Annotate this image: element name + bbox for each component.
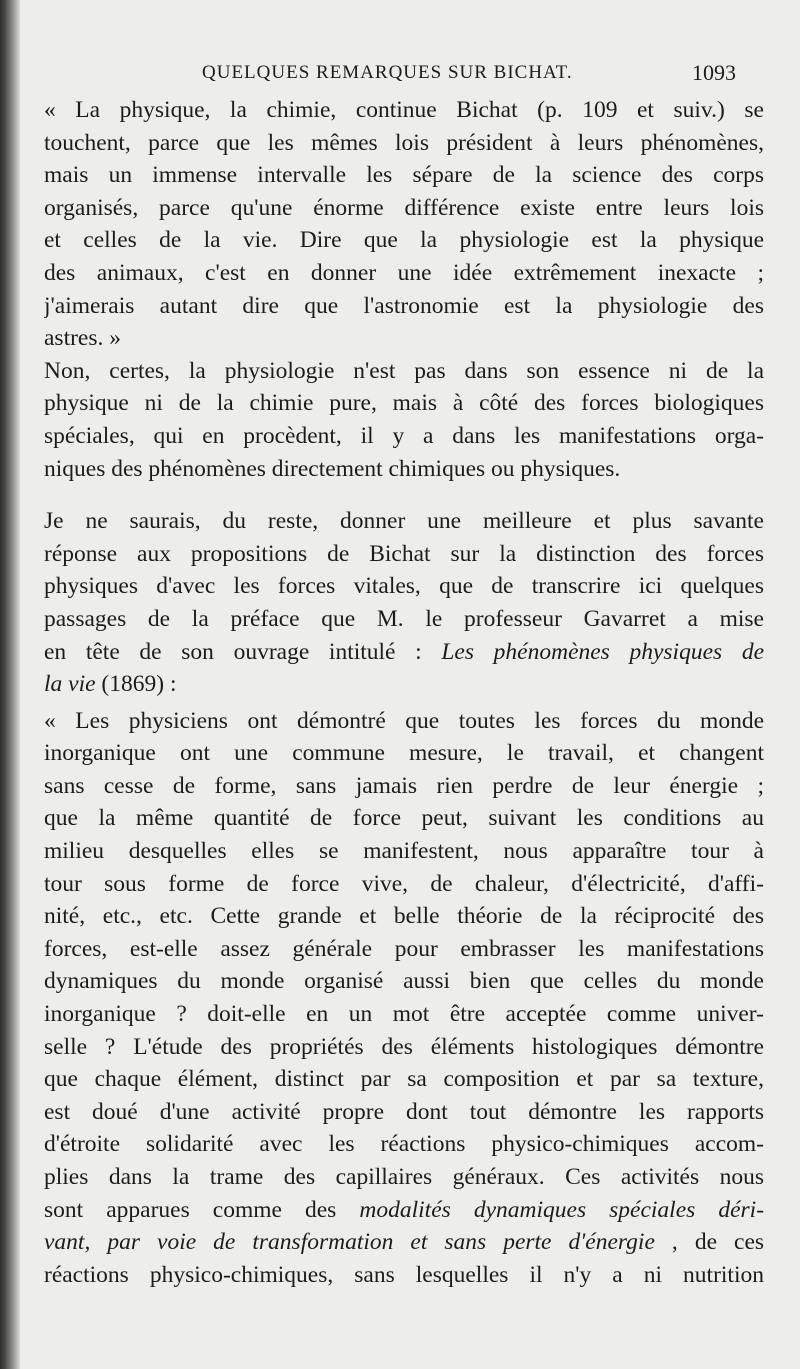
- text-line: forces, est-elle assez générale pour embrasser les manifestations: [44, 935, 764, 962]
- text-line: et celles de la vie. Dire que la physiologie est la physique: [44, 227, 764, 254]
- paragraph-gavarret-intro: [44, 505, 764, 701]
- text-line: nité, etc., etc. Cette grande et belle théorie de la réciprocité des: [44, 903, 764, 930]
- text-line: que la même quantité de force peut, suivant les conditions au: [44, 805, 764, 832]
- text-line: [44, 1226, 764, 1259]
- paragraph-physiology: [44, 355, 764, 485]
- text-line: milieu desquelles elles se manifestent, nous apparaître tour à: [44, 838, 764, 865]
- text-line: inorganique ont une commune mesure, le travail, et changent: [44, 740, 764, 767]
- page-number: 1093: [692, 60, 736, 85]
- text-line: d'étroite solidarité avec les réactions physico-chimiques accom-: [44, 1131, 764, 1158]
- paragraph-bichat-quote: [44, 94, 764, 355]
- text-line: selle ? L'étude des propriétés des éléments histologiques démontre: [44, 1033, 764, 1060]
- text-line: tour sous forme de force vive, de chaleur, d'électricité, d'affi-: [44, 870, 764, 897]
- text-line: des animaux, c'est en donner une idée extrêmement inexacte ;: [44, 259, 764, 286]
- running-title: QUELQUES REMARQUES SUR BICHAT.: [202, 62, 573, 83]
- italic-phrase: modalités dynamiques spéciales déri-: [359, 1196, 764, 1223]
- book-gutter-shadow: [0, 0, 20, 1369]
- text-line: dynamiques du monde organisé aussi bien que celles du monde: [44, 968, 764, 995]
- book-title-italic: la vie: [44, 671, 96, 698]
- text-line: Non, certes, la physiologie n'est pas dans son essence ni de la: [44, 357, 764, 384]
- text-segment: en tête de son ouvrage intitulé :: [44, 638, 422, 665]
- running-header: [44, 60, 764, 90]
- text-line: « La physique, la chimie, continue Bichat (p. 109 et suiv.) se: [44, 97, 764, 123]
- text-line: plies dans la trame des capillaires généraux. Ces activités nous: [44, 1164, 764, 1190]
- text-line: touchent, parce que les mêmes lois président à leurs phénomènes,: [44, 129, 764, 156]
- text-line: sans cesse de forme, sans jamais rien perdre de leur énergie ;: [44, 772, 764, 799]
- text-line: niques des phénomènes directement chimiques ou physiques.: [44, 455, 621, 482]
- text-segment: (1869) :: [101, 671, 177, 698]
- page-text-block: [44, 60, 764, 1291]
- text-line: « Les physiciens ont démontré que toutes les forces du monde: [44, 707, 764, 734]
- text-line: réactions physico-chimiques, sans lesquelles il n'y a ni nutrition: [44, 1261, 764, 1288]
- text-line: spéciales, qui en procèdent, il y a dans les manifestations orga-: [44, 422, 764, 449]
- text-line: physiques d'avec les forces vitales, que de transcrire ici quelques: [44, 573, 764, 600]
- text-line: inorganique ? doit-elle en un mot être acceptée comme univer-: [44, 1001, 764, 1028]
- text-line: j'aimerais autant dire que l'astronomie est la physiologie des: [44, 292, 764, 319]
- text-line: [44, 668, 764, 701]
- text-line: que chaque élément, distinct par sa composition et par sa texture,: [44, 1066, 764, 1093]
- text-line: physique ni de la chimie pure, mais à côté des forces biologiques: [44, 390, 764, 417]
- text-line: astres. »: [44, 325, 122, 352]
- text-line: réponse aux propositions de Bichat sur la distinction des forces: [44, 540, 764, 567]
- book-title-italic: Les phénomènes physiques de: [441, 638, 764, 665]
- text-line: mais un immense intervalle les sépare de la science des corps: [44, 162, 764, 189]
- text-line: [44, 1194, 764, 1227]
- text-line: [44, 636, 764, 669]
- text-line: Je ne saurais, du reste, donner une meilleure et plus savante: [44, 508, 764, 535]
- text-line: organisés, parce qu'une énorme différence existe entre leurs lois: [44, 194, 764, 221]
- italic-phrase: vant, par voie de transformation et sans perte d'énergie: [44, 1229, 655, 1256]
- text-segment: sont apparues comme des: [44, 1196, 337, 1223]
- text-segment: , de ces: [671, 1229, 764, 1256]
- text-line: passages de la préface que M. le professeur Gavarret a mise: [44, 605, 764, 632]
- text-line: est doué d'une activité propre dont tout démontre les rapports: [44, 1098, 764, 1125]
- paragraph-physicists-quote: [44, 705, 764, 1292]
